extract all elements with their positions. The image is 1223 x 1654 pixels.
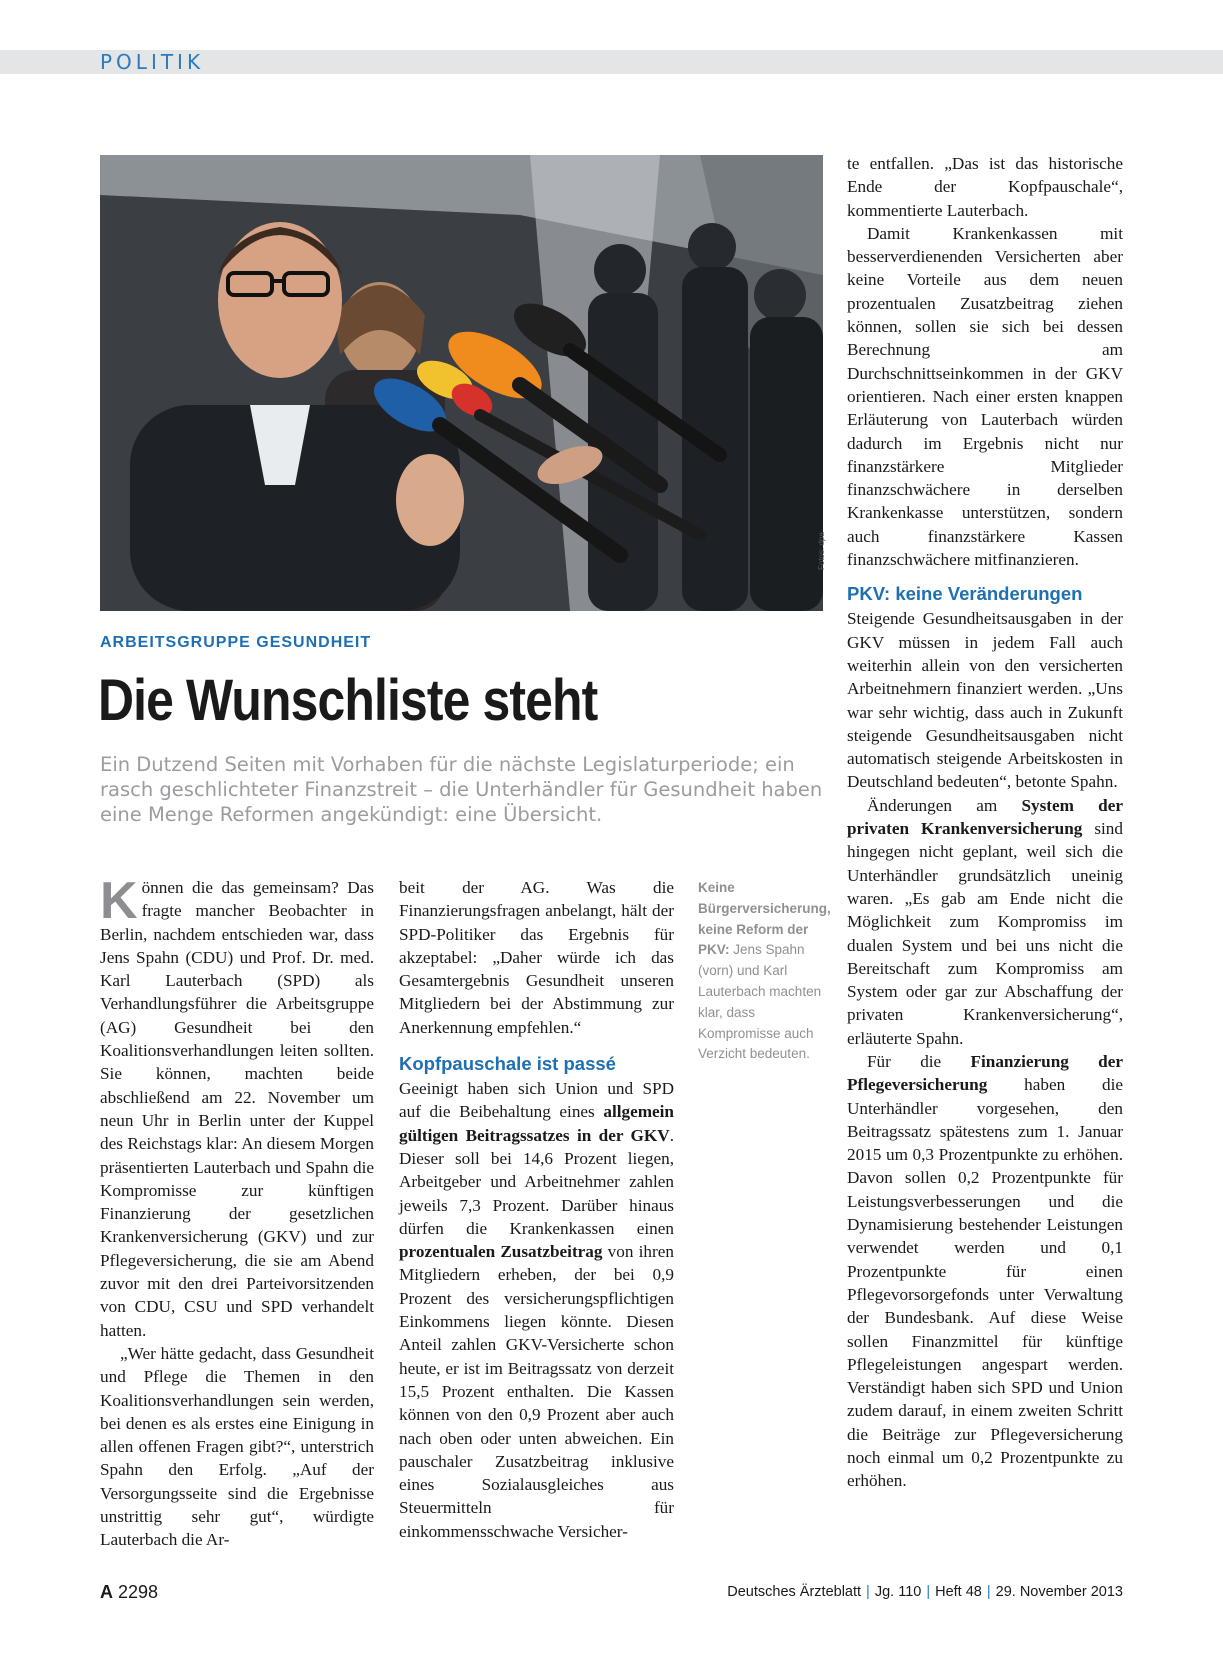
paragraph: beit der AG. Was die Finanzierungsfragen anbelangt, hält der SPD-Politiker das Ergebnis für akzeptabel: „Daher würde ich das Gesamtergebnis Gesundheit unseren Mitgliedern bei der Abstimmung zur Anerkennung empfehlen.“ [399, 878, 674, 1037]
bold-run: allgemein gültigen Beitragssatzes in der GKV [399, 1102, 674, 1145]
body-column-2 [399, 876, 674, 1543]
text-run: Änderungen am [867, 795, 1022, 815]
bold-run: System der privaten Krankenversicherung [847, 795, 1123, 839]
intro-paragraph [100, 872, 374, 1342]
subheading-pkv: PKV: keine Veränderungen [847, 583, 1083, 605]
subheading-kopfpauschale: Kopfpauschale ist passé [399, 1053, 616, 1075]
paragraph: Steigende Gesundheitsausgaben in der GKV müssen in jedem Fall auch weiterhin allein von den versicherten Arbeitnehmern finanziert werden. „Uns war sehr wichtig, dass auch in Zukunft steigende Gesundheitsausgaben nicht automatisch steigende Arbeitskosten in Deutschland bedeuten“, betonte Spahn. [847, 609, 1123, 792]
text-run: sind hingegen nicht geplant, weil sich die Unterhändler grundsätzlich uneinig waren. „Es gab am Ende nicht die Möglichkeit zum Kompromiss im dualen System und bei uns nicht die Bereitschaft zum Kompromiss am System oder gar zur Abschaffung der privaten Krankenversicherung“, erläuterte Spahn. [847, 819, 1123, 1048]
page-prefix: A [100, 1582, 113, 1602]
photo-illustration [100, 155, 823, 611]
text-run: von ihren Mitgliedern erheben, der bei 0,9 Prozent des versicherungspflichtigen Einkommens liegen könnte. Diesen Anteil zahlen GKV-Versicherte schon heute, er ist im Beitragssatz von derzeit 15,5 Prozent enthalten. Die Kassen können von den 0,9 Prozent aber auch nach oben oder unten abweichen. Ein pauschaler Zusatzbeitrag inklusive eines Sozialausgleiches aus Steuermitteln für einkommensschwache Versicher- [399, 1242, 674, 1541]
press-photo [100, 155, 823, 611]
bold-run: Finanzierung der Pflegeversicherung [847, 1051, 1123, 1095]
paragraph: Damit Krankenkassen mit besserverdienenden Versicherten aber keine Vorteile aus dem neuen prozentualen Zusatzbeitrag ziehen können, sollen sie sich bei dessen Berechnung am Durchschnittseinkommen in der GKV orientieren. Nach einer ersten knappen Erläuterung von Lauterbach würden dadurch im Ergebnis nicht nur finanzstärkere Mitglieder finanzschwächere in derselben Krankenkasse unterstützen, sondern auch finanzstärkere Kassen finanzschwächere mitfinanzieren. [847, 223, 1123, 570]
section-label: POLITIK [100, 50, 205, 74]
photo-credit: Fotos: dpa [817, 532, 826, 570]
drop-cap: K [100, 872, 138, 930]
article-headline: Die Wunschliste steht [98, 668, 598, 733]
paragraph [847, 1050, 1123, 1493]
journal-name: Deutsches Ärzteblatt [727, 1584, 862, 1600]
journal-volume: Jg. 110 [874, 1584, 922, 1600]
paragraph [847, 794, 1123, 1050]
text-run: Für die [867, 1051, 971, 1071]
caption-lead: Keine Bürgerversicherung, keine Reform der PKV: [698, 880, 831, 958]
journal-footer [727, 1584, 1123, 1600]
paragraph [399, 1077, 674, 1543]
paragraph: te entfallen. „Das ist das historische Ende der Kopfpauschale“, kommentierte Lauterbach. [847, 154, 1123, 220]
bold-run: prozentualen Zusatzbeitrag [399, 1242, 603, 1262]
caption-text: Jens Spahn (vorn) und Karl Lauterbach machten klar, dass Kompromisse auch Verzicht bedeuten. [698, 942, 822, 1062]
page-number-value: 2298 [118, 1582, 159, 1602]
text-run: haben die Unterhändler vorgesehen, den Beitragssatz spätestens zum 1. Januar 2015 um 0,3 Prozentpunkte zu erhöhen. Davon sollen 0,2 Prozentpunkte für Leistungsverbesserungen und die Dynamisierung bestehender Leistungen verwendet werden und 0,1 Prozentpunkte für einen Pflegevorsorgefonds unter Verwaltung der Bundesbank. Auf diese Weise sollen Finanzmittel für künftige Pflegeleistungen angespart werden. Verständigt haben sich SPD und Union zudem darauf, in einem zweiten Schritt die Beiträge zur Pflegeversicherung noch einmal um 0,2 Prozentpunkte zu erhöhen. [847, 1075, 1123, 1491]
separator: | [926, 1584, 931, 1600]
journal-issue: Heft 48 [935, 1584, 982, 1600]
separator: | [866, 1584, 870, 1600]
page-number [100, 1582, 158, 1603]
body-column-3 [847, 152, 1123, 1493]
text-run: Geeinigt haben sich Union und SPD auf die Beibehaltung eines [399, 1079, 674, 1122]
paragraph: „Wer hätte gedacht, dass Gesundheit und Pflege die Themen in den Koalitionsverhandlungen sein werden, bei denen es als erstes eine Einigung in allen offenen Fragen gibt?“, unterstrich Spahn den Erfolg. „Auf der Versorgungsseite sind die Ergebnisse unstrittig sehr gut“, würdigte Lauterbach die Ar- [100, 1343, 374, 1550]
text-run: . Dieser soll bei 14,6 Prozent liegen, Arbeitgeber und Arbeitnehmer zahlen jeweils 7,3 Prozent. Darüber hinaus dürfen die Krankenkassen einen [399, 1125, 674, 1238]
body-column-1 [100, 872, 374, 1552]
article-kicker: ARBEITSGRUPPE GESUNDHEIT [100, 634, 372, 651]
intro-text: önnen die das gemeinsam? Das fragte mancher Beobachter in Berlin, nachdem entschieden war, dass Jens Spahn (CDU) und Prof. Dr. med. Karl Lauterbach (SPD) als Verhandlungsführer die Arbeitsgruppe (AG) Gesundheit bei den Koalitionsverhandlungen leiten sollten. Sie können, machten beide abschließend am 22. November um neun Uhr in Berlin unter der Kuppel des Reichstags klar: An diesem Morgen präsentierten Lauterbach und Spahn die Kompromisse zur künftigen Finanzierung der gesetzlichen Krankenversicherung (GKV) und zur Pflegeversicherung, die sie am Abend zuvor mit den drei Parteivorsitzenden von CDU, CSU und SPD verhandelt hatten. [100, 878, 374, 1340]
article-deck: Ein Dutzend Seiten mit Vorhaben für die nächste Legislaturperiode; ein rasch geschlichteter Finanzstreit – die Unterhändler für Gesundheit haben eine Menge Reformen angekündigt: eine Übersicht. [100, 753, 823, 826]
photo-caption [698, 878, 831, 1065]
separator: | [986, 1584, 991, 1600]
journal-date: 29. November 2013 [995, 1584, 1123, 1600]
